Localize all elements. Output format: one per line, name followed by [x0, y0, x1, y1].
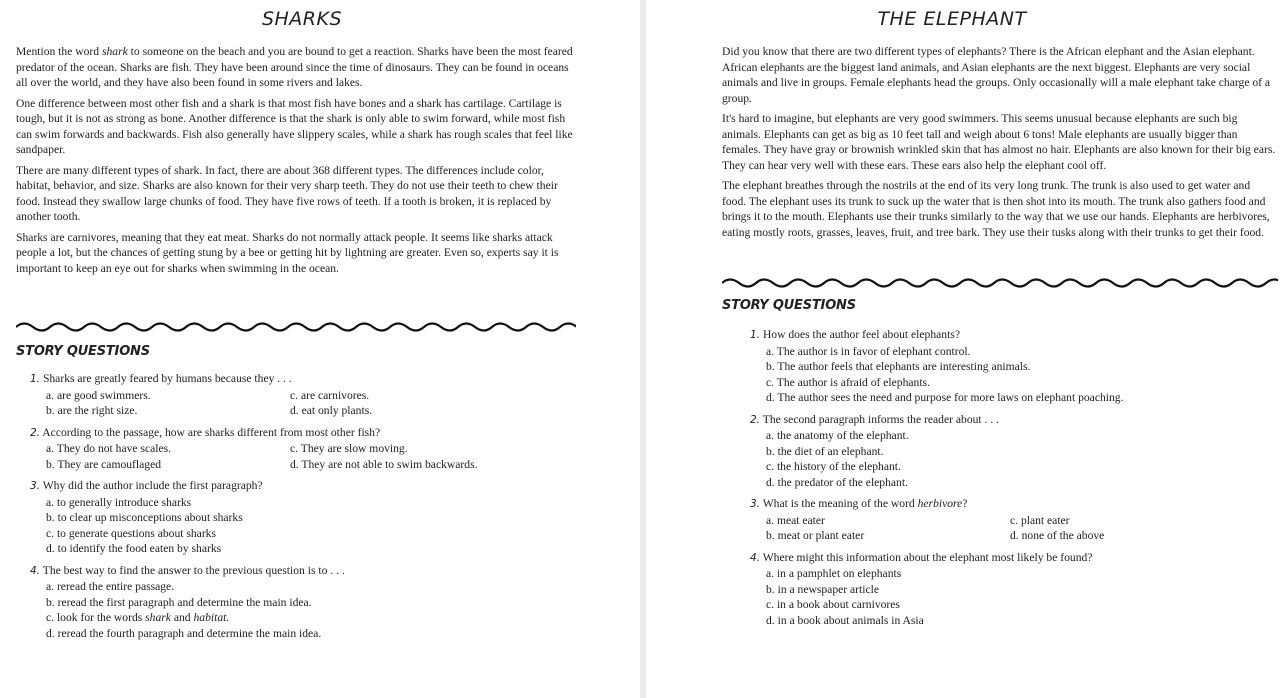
answer-option[interactable]: [46, 495, 624, 511]
text-run: ?: [962, 497, 968, 510]
answer-option[interactable]: d. eat only plants.: [290, 404, 373, 417]
text-run: d. the predator of the elephant.: [766, 475, 908, 489]
question: [736, 496, 1278, 544]
question-list: [16, 371, 624, 641]
question-text: [763, 413, 999, 426]
italic-run: shark: [101, 45, 128, 58]
wavy-divider: [722, 274, 1278, 290]
text-run: c. The author is afraid of elephants.: [766, 375, 930, 389]
answer-option[interactable]: [46, 595, 624, 611]
text-run: c. the history of the elephant.: [766, 460, 901, 473]
answer-option[interactable]: [46, 526, 624, 542]
answer-option[interactable]: [766, 390, 1278, 406]
text-run: One difference between most other fish and a shark is that most fish have bones and a shark has cartilage. Cartilage is tough, but it is not as strong as bone. Another difference is that the shark is only able to swim forward, while most fish can swim forwards and backwards. Fish also generally have slippery scales, while a shark has rough scales that feel like sandpaper.: [16, 96, 573, 156]
answer-options: [766, 428, 1278, 490]
question-number: 1.: [30, 373, 41, 385]
question-stem: [30, 563, 624, 580]
story-questions-heading: STORY QUESTIONS: [16, 344, 150, 359]
answer-option[interactable]: [46, 610, 624, 626]
answer-options: [46, 579, 624, 641]
question: [16, 563, 624, 642]
question-number: 1.: [750, 329, 761, 341]
text-run: Did you know that there are two different types of elephants? There is the African elephant and the Asian elephant. African elephants are the biggest land animals, and Asian elephants are the next biggest. Elephants are very social animals and live in groups. Female elephants head the groups. Only occasionally will a male elephant take charge of a group.: [722, 45, 1271, 105]
passage-paragraph: [722, 178, 1276, 240]
text-run: What is the meaning of the word: [762, 497, 918, 510]
passage-paragraph: [16, 230, 576, 277]
text-run: a. the anatomy of the elephant.: [766, 429, 909, 442]
answer-options: [46, 495, 624, 557]
question-text: [42, 426, 380, 439]
question-number: 2.: [750, 413, 761, 426]
answer-option[interactable]: [766, 428, 1278, 444]
question-text: [763, 497, 968, 510]
passage-paragraph: [722, 44, 1276, 106]
text-run: d. to identify the food eaten by sharks: [46, 542, 222, 555]
text-run: Sharks are carnivores, meaning that they eat meat. Sharks do not normally attack people. It seems like sharks attack people a lot, but the chances of getting stung by a bee or getting hit by lightning are greater. Even so, experts say it is important to keep an eye out for sharks when swimming in the ocean.: [16, 230, 559, 275]
question: [16, 478, 624, 557]
question-number: 3.: [750, 498, 761, 510]
italic-run: habitat.: [193, 611, 230, 624]
text-run: Where might this information about the elephant most likely be found?: [762, 550, 1093, 564]
answer-option[interactable]: d. They are not able to swim backwards.: [290, 457, 478, 471]
page-title: SHARKS: [261, 8, 343, 30]
answer-option[interactable]: c. are carnivores.: [290, 388, 370, 402]
text-run: The best way to find the answer to the previous question is to . . .: [42, 563, 345, 577]
answer-option[interactable]: d. none of the above: [1010, 529, 1105, 542]
passage: [16, 44, 624, 276]
option-row: [46, 457, 624, 473]
question-text: [43, 372, 292, 385]
passage: [722, 44, 1278, 240]
question-stem: [750, 412, 1278, 429]
text-run: and: [170, 611, 194, 624]
answer-option[interactable]: [46, 510, 624, 526]
question-stem: [30, 371, 624, 388]
question-list: [736, 327, 1278, 628]
text-run: Why did the author include the first paragraph?: [42, 479, 263, 492]
answer-option[interactable]: [766, 475, 1278, 491]
text-run: b. to clear up misconceptions about sharks: [46, 511, 243, 524]
answer-option[interactable]: [766, 444, 1278, 460]
story-questions-heading: STORY QUESTIONS: [722, 298, 856, 313]
answer-option[interactable]: b. They are camouflaged: [46, 457, 162, 471]
text-run: c. look for the words: [46, 611, 146, 624]
question-number: 2.: [30, 426, 41, 439]
question-number: 3.: [30, 480, 41, 492]
answer-option[interactable]: b. are the right size.: [46, 404, 138, 417]
option-row: [46, 388, 624, 404]
option-row: [766, 528, 1278, 544]
text-run: b. The author feels that elephants are interesting animals.: [766, 360, 1031, 373]
wavy-line: [722, 280, 1278, 287]
question: [736, 412, 1278, 491]
text-run: a. reread the entire passage.: [46, 580, 175, 593]
answer-options: [766, 566, 1278, 628]
answer-options: [766, 344, 1278, 406]
answer-option[interactable]: [766, 459, 1278, 475]
answer-option[interactable]: [46, 579, 624, 595]
text-run: There are many different types of shark. In fact, there are about 368 different types. The differences include color, habitat, behavior, and size. Sharks are also known for their very sharp teeth. They do not use their teeth to chew their food. Instead they swallow large chunks of food. They have five rows of teeth. If a tooth is broken, it is replaced by another tooth.: [16, 163, 558, 223]
text-run: The second paragraph informs the reader about . . .: [762, 412, 1000, 426]
elephant-page: [646, 0, 1286, 698]
answer-option[interactable]: [766, 597, 1278, 613]
text-run: b. in a newspaper article: [766, 582, 879, 596]
question-text: [43, 479, 263, 492]
question: [736, 550, 1278, 629]
question: [16, 425, 624, 473]
question-stem: [750, 327, 1278, 344]
text-run: a. The author is in favor of elephant control.: [766, 344, 971, 358]
question-number: 4.: [30, 564, 41, 577]
question-text: [43, 564, 345, 577]
answer-options: [766, 513, 1278, 544]
text-run: Sharks are greatly feared by humans because they . . .: [42, 372, 292, 385]
question: [16, 371, 624, 419]
text-run: a. to generally introduce sharks: [46, 495, 192, 509]
answer-option[interactable]: [766, 566, 1278, 582]
wavy-divider: [16, 318, 576, 334]
text-run: d. reread the fourth paragraph and determine the main idea.: [46, 626, 322, 640]
answer-option[interactable]: c. They are slow moving.: [290, 442, 408, 455]
passage-paragraph: [16, 163, 576, 225]
text-run: How does the author feel about elephants?: [762, 328, 960, 341]
answer-option[interactable]: [766, 582, 1278, 598]
sharks-page: [0, 0, 640, 698]
answer-options: [46, 388, 624, 419]
question-stem: [30, 425, 624, 442]
answer-option[interactable]: a. are good swimmers.: [46, 388, 151, 402]
answer-option[interactable]: [766, 375, 1278, 391]
passage-paragraph: [16, 44, 576, 91]
passage-paragraph: [16, 96, 576, 158]
text-run: c. to generate questions about sharks: [46, 526, 216, 540]
text-run: b. reread the first paragraph and determine the main idea.: [46, 595, 312, 609]
text-run: According to the passage, how are sharks different from most other fish?: [42, 425, 381, 439]
question-number: 4.: [750, 551, 761, 564]
option-row: [46, 403, 624, 419]
text-run: c. in a book about carnivores: [766, 598, 900, 611]
question-text: [763, 551, 1093, 564]
answer-option[interactable]: [46, 541, 624, 557]
answer-option[interactable]: [766, 344, 1278, 360]
question-stem: [750, 496, 1278, 513]
answer-option[interactable]: a. meat eater: [766, 513, 825, 527]
italic-run: herbivore: [917, 497, 963, 510]
text-run: Mention the word: [16, 45, 102, 58]
question-text: [763, 328, 960, 341]
text-run: b. the diet of an elephant.: [766, 444, 884, 458]
text-run: The elephant breathes through the nostrils at the end of its very long trunk. The trunk is also used to get water and food. The elephant uses its trunk to suck up the water that is then shot into its mouth. The trunk also gathers food and brings it to the mouth. Elephants use their trunks similarly to the way that we use our hands. Elephants are herbivores, eating mostly roots, grasses, leaves, fruit, and tree bark. They use their tusks along with their trunks to get their food.: [722, 179, 1270, 239]
answer-option[interactable]: b. meat or plant eater: [766, 529, 865, 542]
italic-run: shark: [145, 611, 171, 624]
wavy-line: [16, 324, 576, 331]
answer-options: [46, 441, 624, 472]
answer-option[interactable]: c. plant eater: [1010, 513, 1070, 527]
question: [736, 327, 1278, 406]
question-stem: [750, 550, 1278, 567]
question-stem: [30, 478, 624, 495]
option-row: [766, 513, 1278, 529]
page-title: THE ELEPHANT: [877, 8, 1027, 30]
answer-option[interactable]: [766, 613, 1278, 629]
text-run: d. The author sees the need and purpose for more laws on elephant poaching.: [766, 391, 1124, 404]
text-run: a. in a pamphlet on elephants: [766, 567, 902, 580]
text-run: It's hard to imagine, but elephants are very good swimmers. This seems unusual because elephants are such big animals. Elephants can get as big as 10 feet tall and weigh about 6 tons! Male elephants are usually bigger than females. They have gray or brownish wrinkled skin that has almost no hair. Elephants are also known for their big ears. They can hear very well with these ears. These ears also help the elephant cool off.: [722, 112, 1276, 172]
answer-option[interactable]: [766, 359, 1278, 375]
passage-paragraph: [722, 111, 1276, 173]
option-row: [46, 441, 624, 457]
text-run: d. in a book about animals in Asia: [766, 613, 924, 627]
answer-option[interactable]: a. They do not have scales.: [46, 442, 172, 455]
answer-option[interactable]: [46, 626, 624, 642]
text-run: to someone on the beach and you are bound to get a reaction. Sharks have been the most feared predator of the ocean. Sharks are fish. They have been around since the time of dinosaurs. They can be found in oceans all over the world, and they have also been found in some rivers and lakes.: [16, 45, 573, 89]
